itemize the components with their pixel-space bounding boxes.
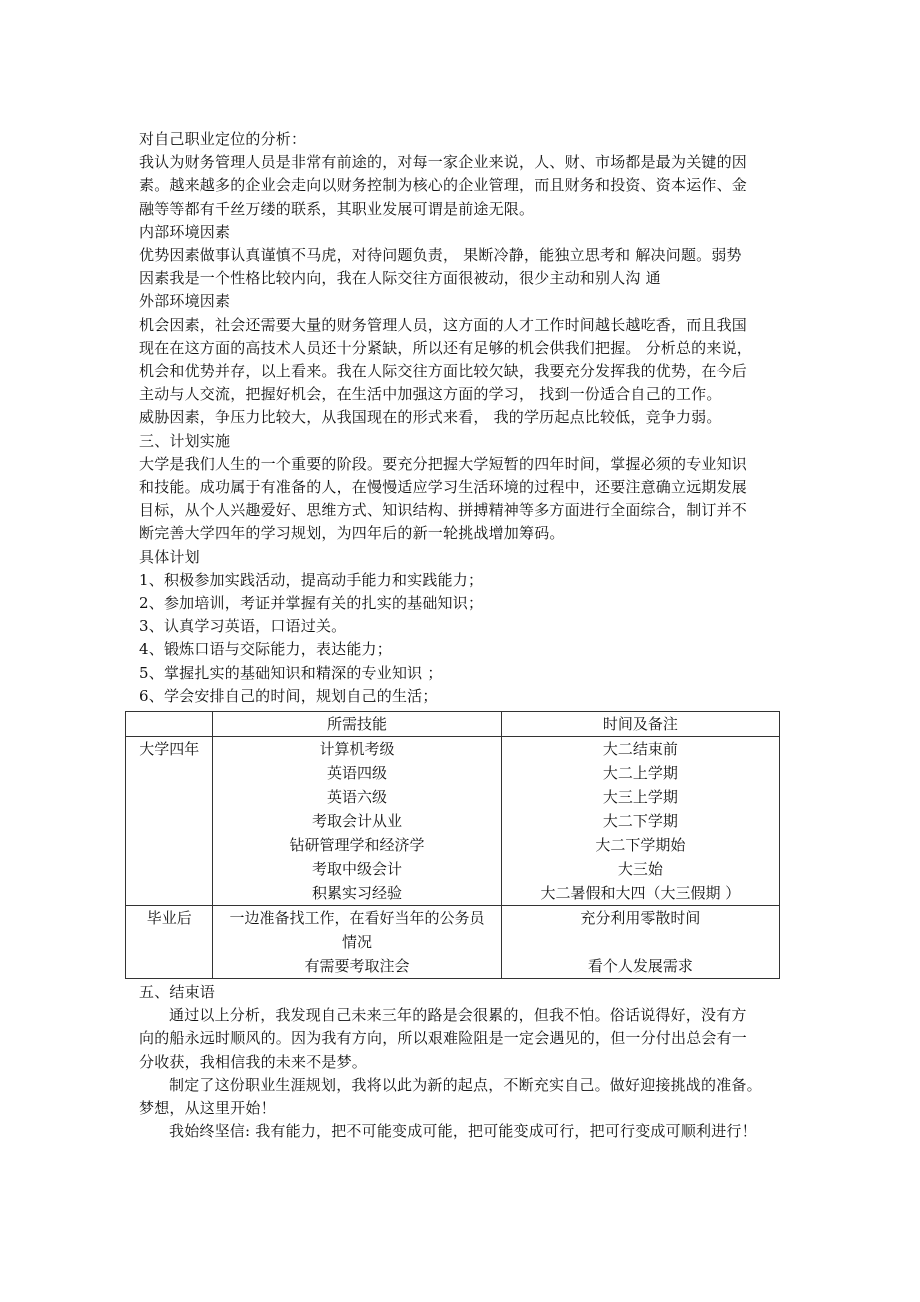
group-label: 毕业后 [126, 906, 213, 979]
cell-text: 大二上学期 [602, 764, 678, 783]
text-line: 我认为财务管理人员是非常有前途的，对每一家企业来说，人、财、市场都是最为关键的因 [139, 153, 748, 172]
text-line: 外部环境因素 [139, 292, 231, 311]
group-label: 大学四年 [126, 737, 213, 906]
text-line: 向的船永远时顺风的。因为我有方向，所以艰难险阻是一定会遇见的，但一分付出总会有一 [139, 1029, 748, 1048]
cell-text: 大三始 [617, 860, 663, 879]
table-header-notes: 时间及备注 [501, 712, 779, 737]
text-line: 内部环境因素 [139, 222, 231, 241]
text-line: 优势因素做事认真谨慎不马虎，对待问题负责， 果断冷静，能独立思考和 解决问题。弱势 [139, 246, 742, 265]
text-line: 断完善大学四年的学习规划，为四年后的新一轮挑战增加筹码。 [139, 524, 565, 543]
text-line: 素。越来越多的企业会走向以财务控制为核心的企业管理，而且财务和投资、资本运作、金 [139, 176, 748, 195]
text-line: 和技能。成功属于有准备的人，在慢慢适应学习生活环境的过程中，还要注意确立远期发展 [139, 478, 748, 497]
cell-text: 有需要考取注会 [304, 957, 410, 976]
body-text-before-table [139, 128, 784, 708]
table-header-empty [126, 712, 213, 737]
text-line: 具体计划 [139, 547, 200, 566]
notes-cell [501, 737, 779, 906]
cell-text: 大二暑假和大四（大三假期 ） [540, 884, 741, 903]
cell-text: 积累实习经验 [312, 884, 403, 903]
text-line: 融等等都有千丝万缕的联系，其职业发展可谓是前途无限。 [139, 199, 535, 218]
text-line: 目标，从个人兴趣爱好、思维方式、知识结构、拼搏精神等多方面进行全面综合，制订并不 [139, 501, 748, 520]
cell-text [502, 930, 779, 954]
text-line: 现在在这方面的高技术人员还十分紧缺，所以还有足够的机会供我们把握。 分析总的来说， [139, 338, 752, 357]
cell-text: 考取会计从业 [312, 812, 403, 831]
text-line: 制定了这份职业生涯规划，我将以此为新的起点，不断充实自己。做好迎接挑战的准备。 [169, 1075, 762, 1094]
text-line: 1、积极参加实践活动，提高动手能力和实践能力； [139, 570, 484, 589]
text-line: 三、计划实施 [139, 431, 231, 450]
skills-cell [213, 737, 501, 906]
table-row [126, 906, 780, 979]
text-line: 梦想，从这里开始！ [139, 1099, 276, 1118]
cell-text: 看个人发展需求 [587, 957, 693, 976]
cell-text: 大二结束前 [602, 740, 678, 759]
table-row [126, 737, 780, 906]
text-line: 我始终坚信: 我有能力，把不可能变成可能，把可能变成可行，把可行变成可顺利进行！ [169, 1122, 757, 1141]
text-line: 3、认真学习英语，口语过关。 [139, 617, 347, 636]
cell-text: 大二下学期 [602, 812, 678, 831]
text-line: 4、锻炼口语与交际能力，表达能力； [139, 640, 392, 659]
table-header-row [126, 712, 780, 737]
document-page [139, 128, 784, 1144]
body-text-after-table [139, 981, 784, 1143]
text-line: 通过以上分析，我发现自己未来三年的路是会很累的，但我不怕。俗话说得好，没有方 [169, 1006, 747, 1025]
text-line: 五、结束语 [139, 983, 216, 1002]
skills-cell [213, 906, 501, 979]
cell-text: 一边准备找工作，在看好当年的公务员 [229, 909, 485, 928]
text-line: 主动与人交流，把握好机会，在生活中加强这方面的学习， 找到一份适合自己的工作。 [139, 385, 722, 404]
cell-text: 计算机考级 [319, 740, 395, 759]
text-line: 机会和优势并存，以上看来。我在人际交往方面比较欠缺，我要充分发挥我的优势，在今后 [139, 362, 748, 381]
cell-text: 情况 [342, 933, 373, 952]
cell-text: 大三上学期 [602, 788, 678, 807]
text-line: 分收获，我相信我的未来不是梦。 [139, 1052, 368, 1071]
text-line: 5、掌握扎实的基础知识和精深的专业知识 ； [139, 663, 443, 682]
cell-text: 英语四级 [327, 764, 388, 783]
text-line: 6、学会安排自己的时间，规划自己的生活； [139, 686, 438, 705]
cell-text: 钻研管理学和经济学 [289, 836, 425, 855]
text-line: 机会因素，社会还需要大量的财务管理人员，这方面的人才工作时间越长越吃香，而且我国 [139, 315, 748, 334]
table-header-skills: 所需技能 [213, 712, 501, 737]
cell-text: 考取中级会计 [312, 860, 403, 879]
cell-text: 英语六级 [327, 788, 388, 807]
notes-cell [501, 906, 779, 979]
text-line: 因素我是一个性格比较内向，我在人际交往方面很被动，很少主动和别人沟 通 [139, 269, 661, 288]
text-line: 大学是我们人生的一个重要的阶段。要充分把握大学短暂的四年时间，掌握必须的专业知识 [139, 454, 748, 473]
cell-text: 充分利用零散时间 [580, 909, 701, 928]
text-line: 威胁因素，争压力比较大，从我国现在的形式来看， 我的学历起点比较低，竞争力弱。 [139, 408, 722, 427]
plan-table [125, 711, 780, 979]
text-line: 2、参加培训，考证并掌握有关的扎实的基础知识； [139, 594, 484, 613]
text-line: 对自己职业定位的分析： [139, 130, 307, 148]
cell-text: 大二下学期始 [595, 836, 686, 855]
